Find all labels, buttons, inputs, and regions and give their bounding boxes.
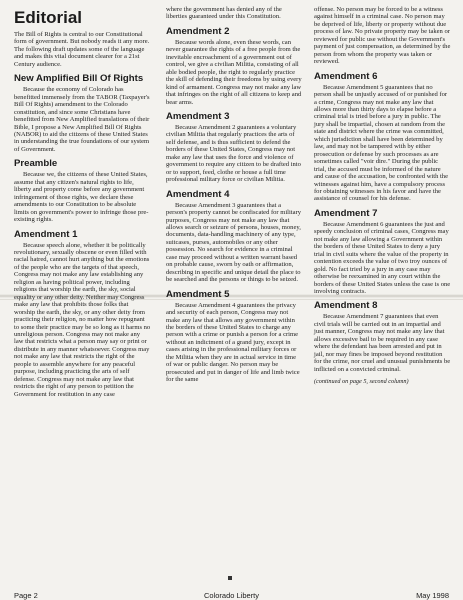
amendment-4-body: Because Amendment 3 guarantees that a person's property cannot be confiscated for military purposes, Congress may not make any law that allows search or seizure of persons, houses, money, documents, data-handling machinery of any type, suitcases, purses, automobiles or any other possession. No search for evidence in a criminal case may proceed without a written warrant based on probable cause, sworn by oath or affirmation, describing in specific and unique detail the place to be searched and the persons or things to be seized.: [166, 201, 301, 284]
amendment-7-heading: Amendment 7: [314, 207, 378, 219]
amendment-1-heading: Amendment 1: [14, 228, 78, 240]
footer-date: May 1998: [416, 591, 449, 600]
amendment-5-heading: Amendment 5: [166, 288, 230, 300]
preamble-heading: Preamble: [14, 158, 58, 170]
amendment-1-body: Because speech alone, whether it be politically revolutionary, sexually obscene or even filled with racial hatred, cannot hurt anything but the emotions of the people who are the targets of that speech, Congress may not make any law establishing any religion as having political power, including religions that worship the earth, the sky, social equality or any other deity. Neither may Congress make any law that prohibits those folks that worship the earth, the sky, or any other deity from practicing their religion, no matter how repugnant to some their practice may be so long as it harms no unreligious person. Congress may not make any law that restricts what a person may say or print or distribute in any manner whatsoever. Congress may not make any law that restricts the right of the people to assemble anywhere for any peaceful purpose, including practicing the arts of self defense. Congress may not make any law that restricts the right of any person to petition the Government for restitution in any case: [14, 241, 151, 398]
amendment-7-body: Because Amendment 6 guarantees the just and speedy conclusion of criminal cases, Congress may not make any law allowing a Government within the borders of these United States to deny a jury trial in civil suits where the value of the property in contention exceeds the value of two troy ounces of gold. No fact tried by a jury in any case may otherwise be reexamined in any court within the borders of these United States unless the case is one involving contracts.: [314, 220, 451, 295]
column-left: [14, 6, 151, 398]
column-middle: [166, 6, 303, 384]
footer-bullet: [228, 576, 232, 580]
amendment-6-heading: Amendment 6: [314, 70, 378, 82]
nabor-heading: New Amplified Bill Of Rights: [14, 73, 144, 85]
amendment-6-body: Because Amendment 5 guarantees that no person shall be unjustly accused of or punished for a crime, Congress may not make any law that allows more than thirty days to elapse before a criminal trial is tried before a jury in public. The jury shall be impartial, chosen at random from the state and district where the crime was committed, which jurisdiction shall have been determined by law, and may not be tampered with by either prosecution or defense by such processes as are sometimes called "voir dire." During the public trial, the accused must be informed of the nature and cause of the accusation, be confronted with the witnesses against him, have a compulsory process for obtaining witnesses in his favor and have the assistance of counsel for his defense.: [314, 83, 448, 203]
amendment-3-body: Because Amendment 2 guarantees a voluntary civilian Militia that regularly practices the arts of self defense, and is thus sufficient to defend the borders of these United States, Congress may not make any law that uses the force and violence of government to require any citizen to be drafted into or to support, feed, clothe or house a full time professional military force or civilian Militia.: [166, 123, 301, 184]
preamble-body: Because we, the citizens of these United States, assume that any citizen's natural rights to life, liberty and property come before any government infringement of those rights, we declare these amendments to our Constitution to be absolute limits on government's power to infringe those pre-existing rights.: [14, 171, 149, 224]
column-right: [314, 6, 451, 385]
amendment-3-heading: Amendment 3: [166, 110, 230, 122]
amendment-5-body: Because Amendment 4 guarantees the privacy and security of each person, Congress may not make any law that allows any government within the borders of these United States to charge any person with a crime or punish a person for a crime without an indictment of a grand jury, except in cases arising in the professional military forces or the Militia when they are in actual service in time of war or public danger. No person may be prosecuted and put in danger of life and limb twice for the same: [166, 301, 300, 384]
footer-publication: Colorado Liberty: [203, 591, 260, 600]
amendment-4-heading: Amendment 4: [166, 188, 230, 200]
continued-note: (continued on page 5, second column): [314, 378, 409, 386]
footer-page-number: Page 2: [14, 591, 38, 600]
amendment-8-heading: Amendment 8: [314, 300, 378, 312]
nabor-body: Because the economy of Colorado has benefitted immensely from the TABOR (Taxpayer's Bill Of Rights) amendment to the Colorado constitution, and since some Christians have benefitted from New Amplified translations of their Bible, I propose a New Amplified Bill Of Rights (NABOR) to aid the citizens of these United States in understanding the true foundations of our system of Government.: [14, 86, 150, 153]
editorial-intro: The Bill of Rights is central to our Constitutional form of government. But nobody reads it any more. The following draft updates some of the language and makes this vital document clearer for a 21st Century audience.: [14, 31, 150, 68]
editorial-title: Editorial: [14, 8, 83, 27]
amendment-8-body: Because Amendment 7 guarantees that even civil trials will be carried out in an impartial and just manner, Congress may not make any law that allows excessive bail to be required in any case where the defendant has been arrested and put in jail, nor may fines be imposed beyond restitution for the crime, nor cruel and unusual punishments be inflicted on a convicted criminal.: [314, 313, 451, 373]
column-right-lead: offense. No person may be forced to be a witness against himself in a criminal case. No person may be deprived of life, liberty or property without due process of law. No private property may be taken or reviewed for public use without the Government's payment of just compensation, as determined by the person from whom the property was taken or reviewed.: [314, 6, 451, 66]
amendment-2-heading: Amendment 2: [166, 25, 230, 37]
column-middle-lead: where the government has denied any of the liberties guaranteed under this Constitution.: [166, 6, 282, 21]
amendment-2-body: Because words alone, even these words, can never guarantee the rights of a free people from the inevitable encroachment of a government out of control, we give a civilian Militia, consisting of all able bodied people, the right to regularly practice the skill of defending their freedoms by using every kind of armament. Congress may not make any law that infringes on the right of all citizens to keep and bear arms.: [166, 38, 302, 106]
